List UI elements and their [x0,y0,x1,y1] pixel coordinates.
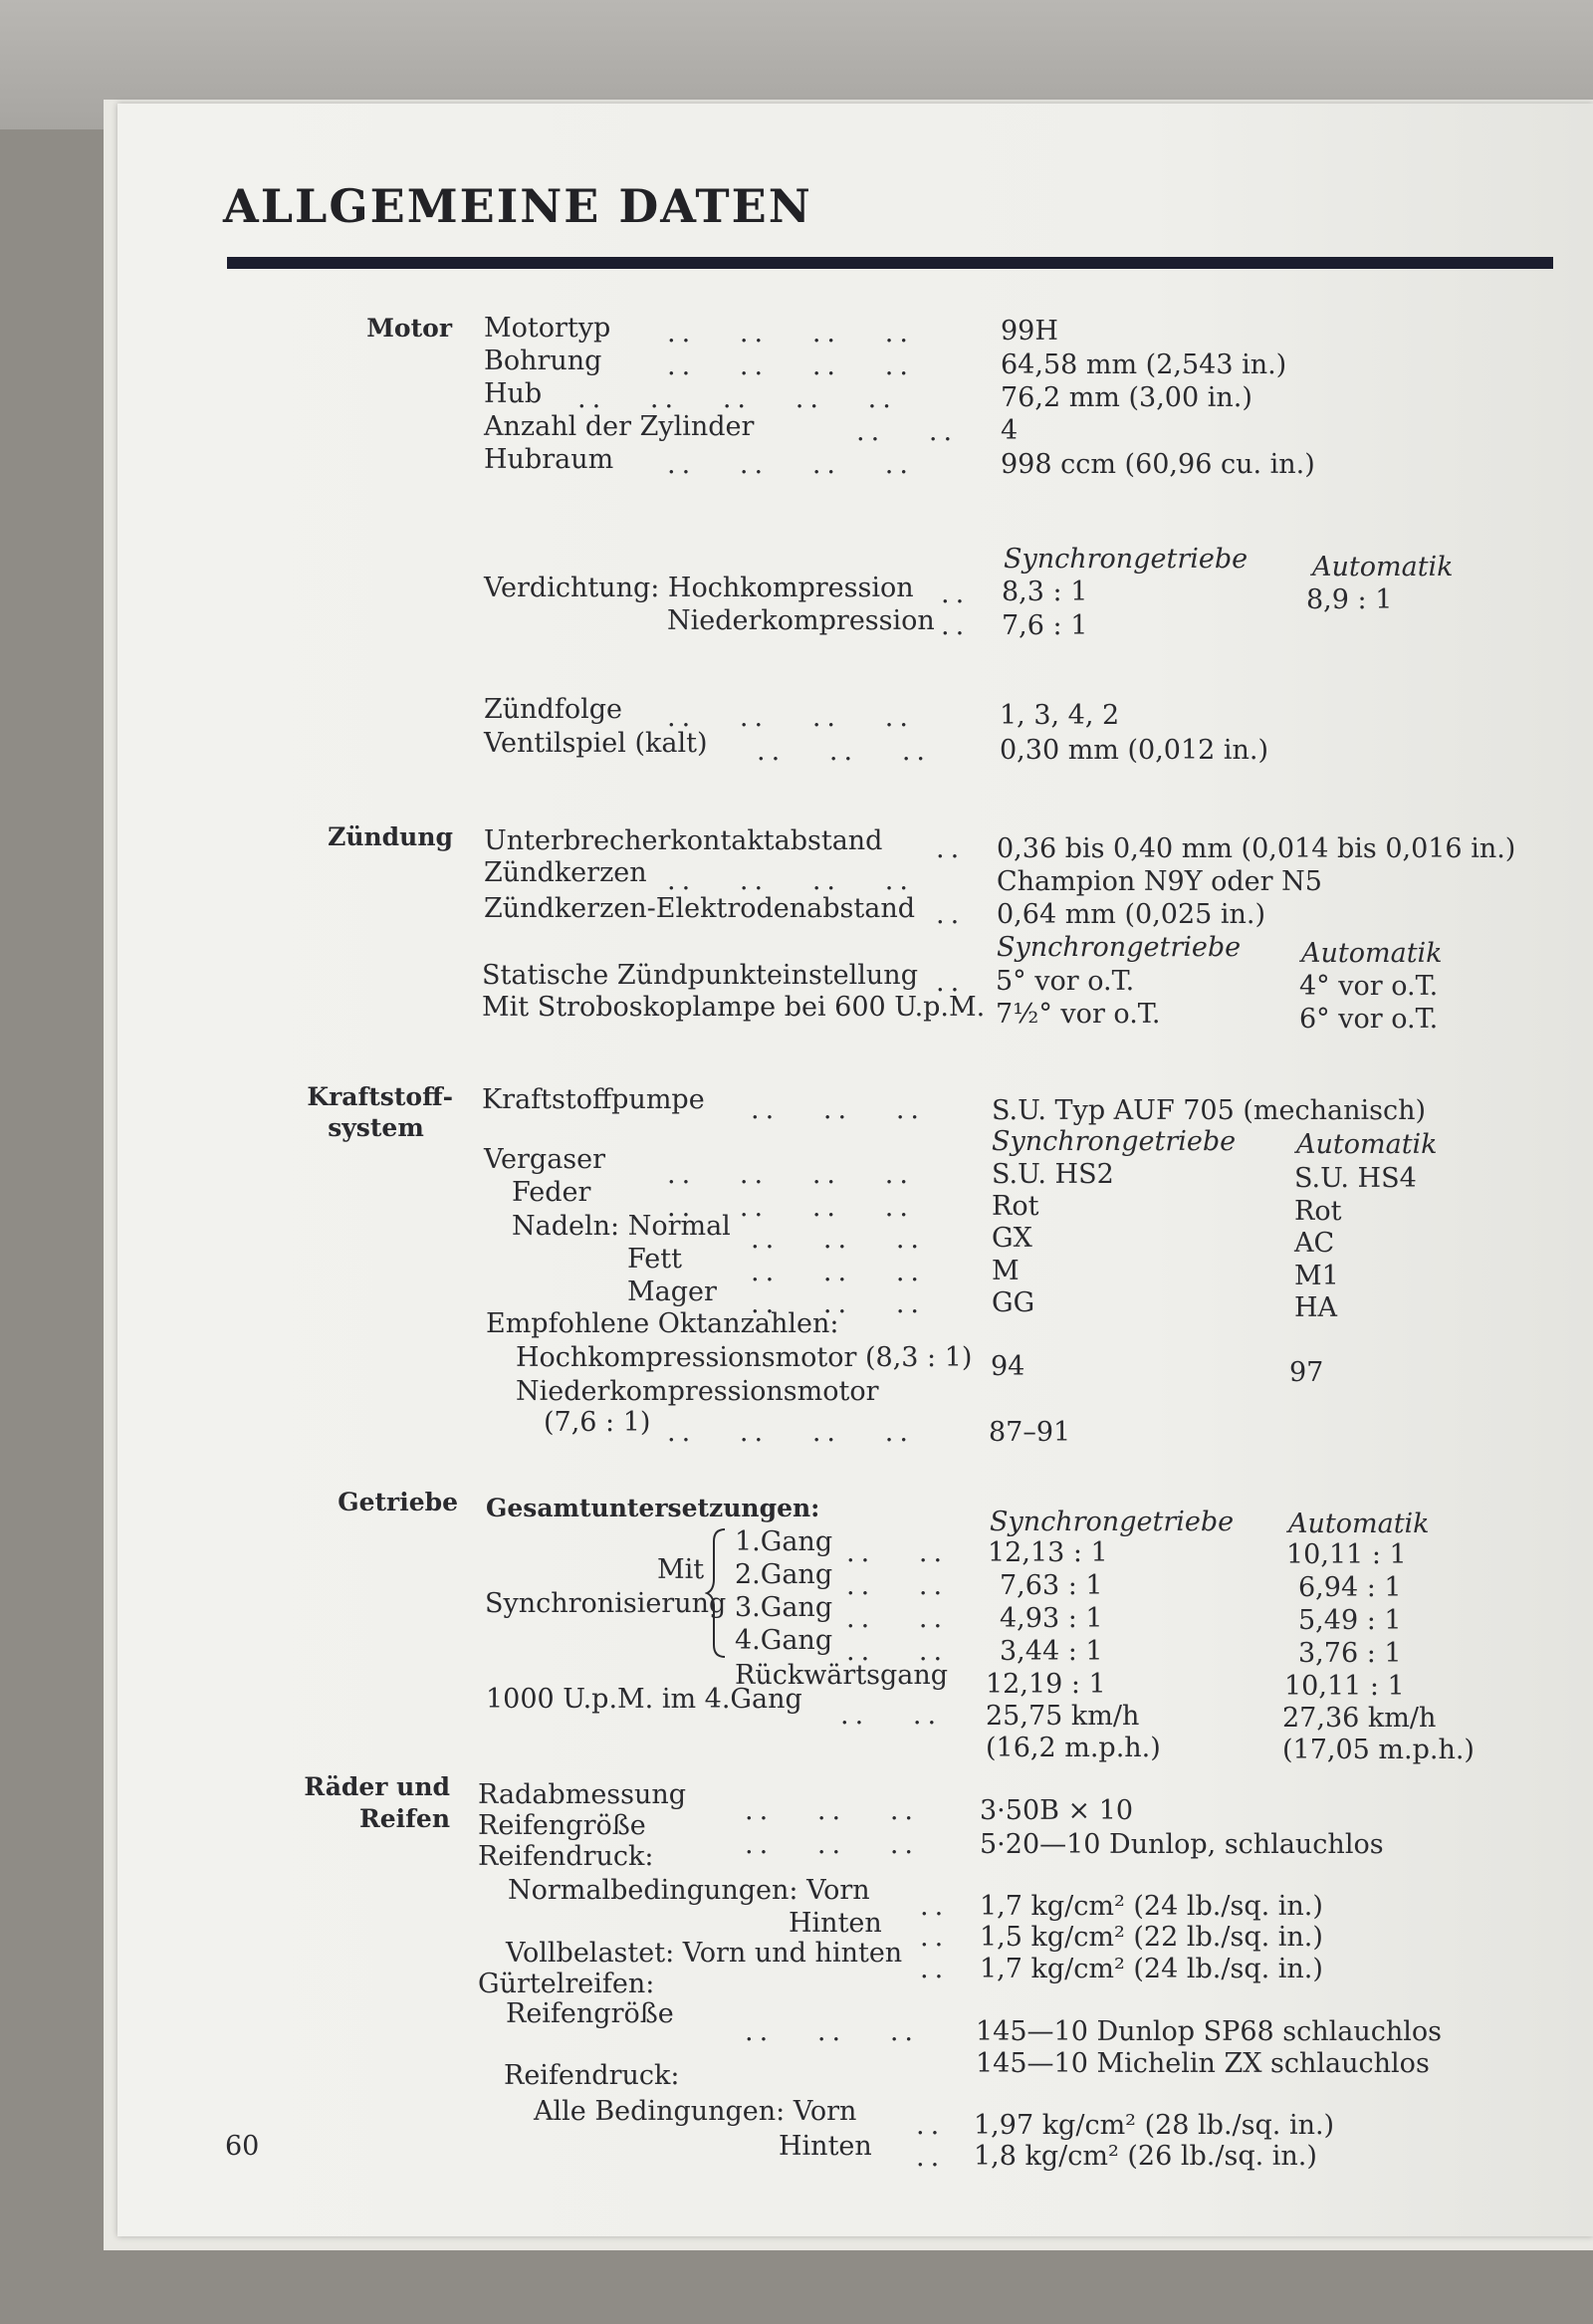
gear-2-auto: 6,94 : 1 [1298,1572,1402,1603]
leader-dots: .. [941,579,971,609]
needle-rich-auto: M1 [1294,1261,1339,1291]
leader-dots: .. .. .. .. [667,449,914,480]
gap-label: Unterbrecherkontaktabstand [484,825,883,856]
leader-dots: .. [920,1891,950,1922]
needle-normal-auto: AC [1294,1228,1335,1259]
rpm-auto: 27,36 km/h [1282,1703,1437,1734]
strobe-timing-sync: 7½° vor o.T. [996,999,1161,1030]
leader-dots: .. [916,2110,946,2141]
reverse-sync: 12,19 : 1 [986,1669,1106,1700]
all-rear-value: 1,8 kg/cm² (26 lb./sq. in.) [974,2141,1317,2172]
leader-dots: .. .. [846,1603,949,1634]
page-title: ALLGEMEINE DATEN [223,179,812,233]
leader-dots: .. .. .. .. [667,350,914,381]
gear-3-label: 3.Gang [735,1592,833,1623]
row-label: Hub [484,378,543,409]
static-timing-auto: 4° vor o.T. [1299,971,1439,1002]
spring-sync: Rot [992,1191,1039,1222]
leader-dots: .. .. .. [757,736,931,767]
plugs-value: Champion N9Y oder N5 [997,866,1322,897]
row-value: 99H [1001,316,1058,347]
needle-weak-label: Mager [627,1277,717,1307]
row-label: Bohrung [484,346,602,376]
rpm-sync: 25,75 km/h [986,1701,1140,1732]
gear-4-label: 4.Gang [735,1625,833,1656]
pump-label: Kraftstoffpumpe [482,1084,705,1115]
page-number: 60 [225,2131,260,2162]
normal-rear: 1,5 kg/cm² (22 lb./sq. in.) [980,1922,1323,1953]
row-label: Anzahl der Zylinder [484,411,755,442]
gear-2-sync: 7,63 : 1 [1000,1570,1103,1601]
compression-label: Verdichtung: Hochkompression [484,573,914,603]
rim-value: 3·50B × 10 [980,1795,1134,1826]
leader-dots: .. .. .. [751,1094,925,1125]
spring-auto: Rot [1294,1196,1342,1227]
leader-dots: .. .. .. [751,1288,925,1319]
carb-auto: S.U. HS4 [1294,1163,1417,1194]
firing-order-label: Zündfolge [484,694,622,725]
leader-dots: .. .. .. [745,1795,919,1826]
radial-label: Gürtelreifen: [478,1969,655,1999]
leader-dots: .. .. [840,1700,943,1731]
leader-dots: .. .. .. .. [667,318,914,349]
column-head-sync: Synchrongetriebe [1004,544,1249,575]
rpm-auto-mph: (17,05 m.p.h.) [1282,1735,1475,1765]
radial-pressure-label: Reifendruck: [504,2060,680,2091]
valve-value: 0,30 mm (0,012 in.) [1000,735,1269,766]
leader-dots: .. .. [856,416,959,447]
leader-dots: .. .. .. .. [667,865,914,896]
column-head-auto: Automatik [1301,938,1443,969]
low-comp-sync: 87–91 [989,1417,1071,1448]
leader-dots: .. [916,2142,946,2173]
section-wheels: Räder und [304,1772,450,1801]
low-comp-label: Niederkompressionsmotor [516,1376,879,1407]
needle-weak-sync: GG [992,1287,1035,1318]
leader-dots: .. .. .. .. [667,702,914,733]
leader-dots: .. [920,1954,950,1984]
gear-1-label: 1.Gang [735,1526,833,1557]
column-head-sync: Synchrongetriebe [992,1126,1237,1157]
needle-normal-sync: GX [992,1223,1032,1254]
leader-dots: .. [936,833,966,864]
column-head-sync: Synchrongetriebe [997,932,1242,963]
valve-label: Ventilspiel (kalt) [484,728,708,759]
row-value: 4 [1001,415,1019,446]
reverse-label: Rückwärtsgang [735,1660,949,1691]
all-rear-label: Hinten [779,2131,872,2162]
octane-label: Empfohlene Oktanzahlen: [486,1308,839,1339]
rpm-label: 1000 U.p.M. im 4.Gang [486,1684,802,1715]
mit-label: Mit [657,1554,705,1585]
carb-sync: S.U. HS2 [992,1159,1114,1190]
all-front-value: 1,97 kg/cm² (28 lb./sq. in.) [974,2110,1335,2141]
column-head-auto: Automatik [1312,552,1454,582]
rpm-sync-mph: (16,2 m.p.h.) [986,1733,1161,1763]
section-motor: Motor [366,314,452,343]
plugs-label: Zündkerzen [484,857,647,888]
compression-low-label: Niederkompression [667,605,935,636]
section-gearbox: Getriebe [338,1488,458,1516]
section-fuel: Kraftstoff- [307,1082,453,1111]
high-comp-sync: 94 [991,1351,1025,1382]
title-rule [227,257,1553,269]
row-value: 76,2 mm (3,00 in.) [1001,382,1252,413]
high-comp-auto: 97 [1289,1357,1324,1388]
reverse-auto: 10,11 : 1 [1284,1671,1405,1702]
pump-value: S.U. Typ AUF 705 (mechanisch) [992,1095,1427,1126]
firing-order-value: 1, 3, 4, 2 [1000,700,1120,731]
leader-dots: .. .. .. [751,1224,925,1255]
overall-ratios-label: Gesamtuntersetzungen: [486,1494,820,1522]
tyre-value: 5·20—10 Dunlop, schlauchlos [980,1829,1384,1860]
leader-dots: .. .. .. [745,2016,919,2047]
leader-dots: .. .. .. [751,1257,925,1287]
gear-1-auto: 10,11 : 1 [1286,1539,1407,1570]
section-wheels-2: Reifen [358,1804,450,1833]
section-ignition: Zündung [328,822,453,851]
gear-3-sync: 4,93 : 1 [1000,1603,1103,1634]
leader-dots: .. .. .. .. .. [577,383,897,414]
needle-rich-sync: M [992,1256,1020,1286]
plug-gap-label: Zündkerzen-Elektrodenabstand [484,893,915,924]
compression-high-sync: 8,3 : 1 [1002,577,1088,607]
strobe-timing-auto: 6° vor o.T. [1299,1004,1439,1035]
row-value: 64,58 mm (2,543 in.) [1001,349,1287,380]
plug-gap-value: 0,64 mm (0,025 in.) [997,899,1266,930]
normal-label: Normalbedingungen: Vorn [508,1875,870,1906]
leader-dots: .. [936,899,966,930]
row-label: Hubraum [484,444,614,475]
full-load-value: 1,7 kg/cm² (24 lb./sq. in.) [980,1954,1323,1984]
section-fuel-2: system [328,1113,424,1142]
leader-dots: .. [941,610,971,641]
column-head-sync: Synchrongetriebe [990,1507,1235,1537]
leader-dots: .. .. .. .. [667,1192,914,1223]
strobe-timing-label: Mit Stroboskoplampe bei 600 U.p.M. [482,992,986,1023]
spring-label: Feder [512,1177,591,1208]
normal-rear-label: Hinten [789,1908,882,1939]
leader-dots: .. .. [846,1570,949,1601]
radial-size-label: Reifengröße [506,1998,674,2029]
column-head-auto: Automatik [1288,1509,1430,1539]
leader-dots: .. .. .. .. [667,1159,914,1190]
rim-label: Radabmessung [478,1779,687,1810]
leader-dots: .. .. [846,1537,949,1568]
needle-weak-auto: HA [1294,1292,1338,1323]
full-load-label: Vollbelastet: Vorn und hinten [506,1938,903,1969]
normal-front: 1,7 kg/cm² (24 lb./sq. in.) [980,1891,1323,1922]
compression-low-sync: 7,6 : 1 [1002,610,1088,641]
all-conditions-label: Alle Bedingungen: Vorn [534,2096,857,2127]
compression-high-auto: 8,9 : 1 [1306,584,1393,615]
leader-dots: .. .. .. .. [667,1417,914,1448]
gear-1-sync: 12,13 : 1 [988,1537,1108,1568]
gear-2-label: 2.Gang [735,1559,833,1590]
leader-dots: .. [936,967,966,998]
carb-label: Vergaser [484,1144,606,1175]
column-head-auto: Automatik [1296,1129,1438,1160]
row-label: Motortyp [484,313,611,344]
pressure-label: Reifendruck: [478,1841,654,1872]
gap-value: 0,36 bis 0,40 mm (0,014 bis 0,016 in.) [997,833,1516,864]
static-timing-label: Statische Zündpunkteinstellung [482,960,918,991]
needle-rich-label: Fett [627,1244,682,1275]
gear-4-sync: 3,44 : 1 [1000,1636,1103,1667]
high-comp-label: Hochkompressionsmotor (8,3 : 1) [516,1342,973,1373]
synchronisierung-label: Synchronisierung [485,1588,727,1619]
needles-label: Nadeln: Normal [512,1211,731,1242]
gear-3-auto: 5,49 : 1 [1298,1605,1402,1636]
row-value: 998 ccm (60,96 cu. in.) [1001,449,1315,480]
leader-dots: .. [920,1922,950,1953]
radial-size-2: 145—10 Michelin ZX schlauchlos [976,2048,1430,2079]
static-timing-sync: 5° vor o.T. [996,966,1135,997]
tyre-label: Reifengröße [478,1810,646,1841]
leader-dots: .. .. .. [745,1829,919,1860]
radial-size-1: 145—10 Dunlop SP68 schlauchlos [976,2016,1443,2047]
gear-brace [705,1527,729,1659]
low-comp-ratio: (7,6 : 1) [544,1407,651,1438]
leader-dots: .. .. [846,1636,949,1667]
gear-4-auto: 3,76 : 1 [1298,1638,1402,1669]
